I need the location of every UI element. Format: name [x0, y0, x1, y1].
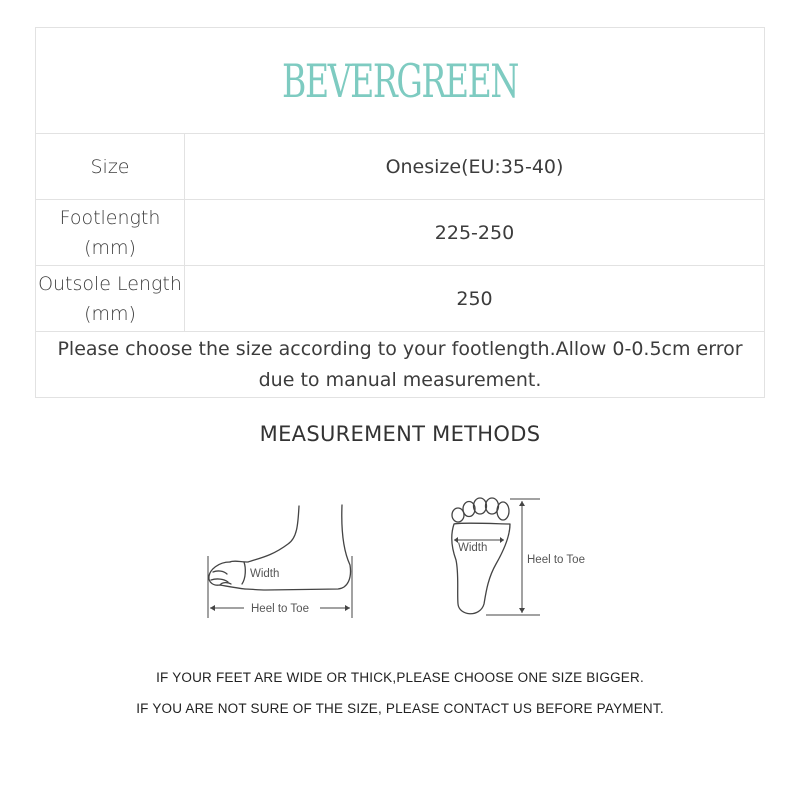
brand-row — [36, 28, 764, 134]
outsole-length-value: 250 — [456, 287, 493, 310]
side-view-arrowhead-left — [210, 605, 215, 611]
table-row-outsole-length — [36, 266, 764, 332]
tip-wide-feet: IF YOUR FEET ARE WIDE OR THICK,PLEASE CHOOSE ONE SIZE BIGGER. — [156, 670, 644, 685]
outsole-length-label-line1: Outsole Length — [38, 272, 182, 295]
size-value: Onesize(EU:35-40) — [385, 155, 564, 178]
side-view-heel-to-toe-label: Heel to Toe — [251, 603, 309, 615]
side-view-width-label: Width — [250, 568, 280, 580]
sole-view-length-arrow-top — [519, 501, 525, 506]
footlength-value: 225-250 — [434, 221, 515, 244]
table-row-size — [36, 134, 764, 200]
size-note: Please choose the size according to your footlength.Allow 0-0.5cm error due to manual measurement. — [57, 337, 743, 391]
sole-view-width-arrow-right — [500, 537, 504, 543]
tip-contact-us: IF YOU ARE NOT SURE OF THE SIZE, PLEASE CONTACT US BEFORE PAYMENT. — [136, 701, 664, 716]
size-note-row — [36, 332, 764, 397]
brand-logo: BEVERGREEN — [282, 54, 518, 108]
footlength-label-line1: Footlength — [59, 206, 161, 229]
size-label: Size — [36, 134, 185, 199]
sole-view-heel-to-toe-label: Heel to Toe — [527, 554, 585, 566]
side-view-arrowhead-right — [345, 605, 350, 611]
measurement-methods-title: MEASUREMENT METHODS — [259, 422, 541, 446]
outsole-length-label-line2: (mm) — [84, 302, 136, 325]
outsole-length-label — [36, 266, 185, 331]
foot-sole-view-diagram — [440, 494, 600, 620]
footlength-label — [36, 200, 185, 265]
footlength-label-line2: (mm) — [84, 236, 136, 259]
table-row-footlength — [36, 200, 764, 266]
sole-view-length-arrow-bottom — [519, 608, 525, 613]
size-chart-table — [35, 27, 765, 398]
foot-side-view-diagram — [200, 500, 360, 622]
sole-view-width-label: Width — [458, 542, 488, 554]
